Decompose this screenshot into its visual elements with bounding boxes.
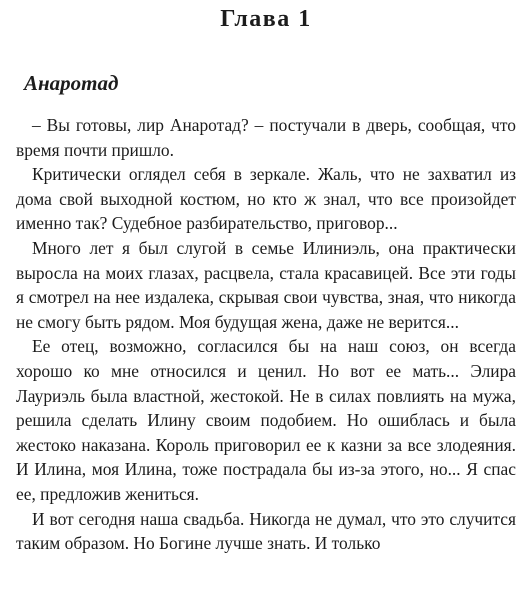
body-text: [16, 113, 516, 556]
paragraph: Критически оглядел себя в зеркале. Жаль, что не захватил из дома свой выходной костюм, но кто ж знал, что все произойдет именно так? Судебное разбирательство, приговор...: [16, 164, 516, 234]
chapter-title: Глава 1: [220, 6, 312, 32]
paragraph: – Вы готовы, лир Анаротад? – постучали в дверь, сообщая, что время почти пришло.: [16, 115, 516, 160]
section-title: Анаротад: [24, 71, 119, 95]
paragraph: Много лет я был слугой в семье Илиниэль, она практически выросла на моих глазах, расцвела, стала красавицей. Все эти годы я смотрел на нее издалека, скрывая свои чувства, зная, что никогда не смогу быть рядом. Моя будущая жена, даже не верится...: [16, 237, 516, 332]
paragraph: И вот сегодня наша свадьба. Никогда не думал, что это случится таким образом. Но Богине лучше знать. И только: [16, 508, 516, 554]
book-page: [16, 0, 516, 609]
paragraph: Ее отец, возможно, согласился бы на наш союз, он всегда хорошо ко мне относился и ценил. Но вот ее мать... Элира Лауриэль была властной, жестокой. Не в силах повлиять на мужа, решила сделать Илину своим подобием. Но ошиблась и была жестоко наказана. Король приговорил ее к казни за все злодеяния. И Илина, моя Илина, тоже пострадала бы из-за этого, но... Я спас ее, предложив жениться.: [16, 336, 516, 504]
